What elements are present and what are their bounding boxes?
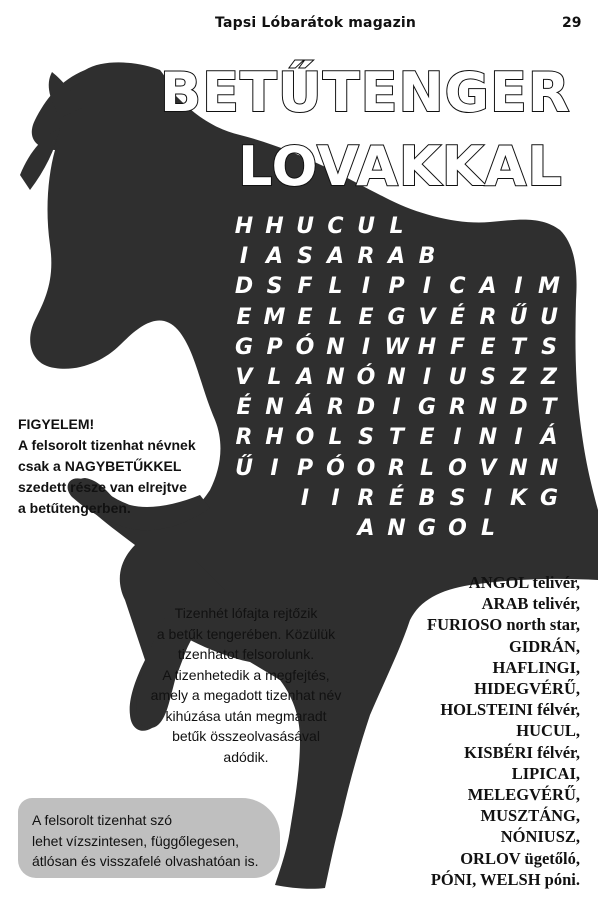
grid-letter: A [357, 516, 375, 541]
grid-letter: S [480, 365, 496, 390]
grid-letter: É [388, 485, 405, 511]
grid-letter: P [266, 334, 283, 360]
breed-item: FURIOSO north star, [427, 615, 580, 635]
grid-letter: R [235, 425, 253, 451]
grid-letter: L [419, 455, 435, 481]
breed-item: MELEGVÉRŰ, [467, 785, 580, 805]
grid-letter: R [327, 395, 344, 421]
grid-letter: É [449, 304, 466, 330]
grid-letter: F [297, 274, 313, 300]
grid-letter: Ó [326, 455, 345, 481]
grid-letter: T [388, 425, 404, 451]
grid-letter: I [361, 334, 371, 360]
breed-item: KISBÉRI félvér, [464, 742, 580, 762]
grid-letter: G [387, 304, 406, 330]
grid-letter: Z [541, 365, 557, 390]
grid-letter: E [419, 425, 435, 451]
grid-letter: I [453, 425, 462, 451]
grid-letter: E [358, 304, 374, 330]
grid-letter: N [387, 365, 406, 390]
grid-letter: E [480, 334, 496, 360]
intro-text [132, 603, 360, 767]
breed-list [427, 572, 580, 890]
grid-letter: I [514, 425, 523, 451]
breed-item: HAFLINGI, [492, 657, 580, 677]
intro-line: amely a megadott tizenhat név [150, 687, 342, 703]
grid-letter: B [418, 244, 436, 270]
grid-letter: Z [510, 365, 527, 390]
grid-letter: L [267, 365, 282, 390]
grid-letter: L [389, 214, 404, 239]
warning-line: csak a NAGYBETŰKKEL [18, 458, 182, 474]
grid-letter: G [417, 516, 437, 541]
grid-letter: A [326, 244, 345, 270]
grid-letter: E [297, 304, 313, 330]
grid-letter: N [478, 395, 498, 421]
grid-letter: I [514, 274, 523, 300]
grid-letter: V [235, 365, 253, 390]
grid-letter: O [356, 455, 376, 481]
page-title-line-2: LOVAKKAL [238, 135, 563, 198]
grid-letter: O [295, 425, 315, 451]
grid-letter: G [417, 395, 437, 421]
grid-letter: P [388, 274, 405, 300]
grid-letter: E [236, 304, 252, 330]
grid-letter: L [480, 516, 496, 541]
breed-item: GIDRÁN, [508, 636, 580, 656]
breed-item: NÓNIUSZ, [500, 827, 580, 847]
grid-letter: D [509, 395, 528, 421]
grid-letter: C [327, 214, 344, 239]
grid-letter: N [539, 455, 559, 481]
grid-letter: Á [540, 425, 558, 451]
grid-letter: S [358, 425, 374, 451]
grid-letter: N [509, 455, 528, 481]
breed-item: MUSZTÁNG, [480, 806, 580, 826]
grid-letter: A [387, 244, 406, 270]
grid-letter: G [539, 485, 559, 511]
grid-letter: D [356, 395, 376, 421]
grid-letter: N [387, 516, 406, 541]
grid-letter: N [326, 334, 345, 360]
grid-letter: Ű [235, 455, 253, 481]
note-line: A felsorolt tizenhat szó [32, 812, 173, 828]
grid-letter: A [265, 244, 284, 270]
breed-item: ORLOV ügetőló, [460, 848, 580, 868]
intro-line: Tizenhét lófajta rejtőzik [174, 605, 318, 621]
intro-line: tizenhatot felsorolunk. [177, 646, 315, 662]
intro-line: adódik. [223, 748, 269, 765]
grid-letter: H [234, 214, 254, 239]
grid-letter: U [540, 304, 558, 330]
intro-line: kihúzása után megmaradt [165, 707, 327, 724]
grid-letter: I [392, 395, 401, 421]
grid-letter: É [236, 395, 252, 421]
grid-letter: M [538, 274, 560, 300]
grid-letter: I [331, 485, 340, 511]
grid-letter: T [541, 395, 557, 421]
warning-text [18, 414, 196, 519]
note-text [32, 810, 258, 872]
breed-item: PÓNI, WELSH póni. [430, 869, 580, 889]
breed-item: HIDEGVÉRŰ, [474, 679, 580, 699]
intro-line: a betűk tengerében. Közülük [156, 625, 336, 642]
grid-letter: U [448, 365, 467, 390]
grid-letter: C [449, 274, 466, 300]
grid-letter: U [357, 214, 375, 239]
grid-letter: B [418, 485, 436, 511]
grid-letter: W [384, 334, 409, 360]
grid-letter: O [448, 516, 467, 541]
grid-letter: O [448, 455, 467, 481]
grid-letter: I [422, 365, 432, 390]
grid-letter: A [479, 274, 497, 300]
grid-letter: H [417, 334, 437, 360]
grid-letter: H [265, 425, 284, 451]
grid-letter: H [265, 214, 284, 239]
page-title-line-1: BETŰTENGER [160, 61, 571, 124]
grid-letter: Á [296, 395, 314, 421]
grid-letter: N [326, 365, 345, 390]
grid-letter: V [418, 304, 436, 330]
note-line: lehet vízszintesen, függőlegesen, [32, 832, 240, 849]
grid-letter: S [449, 485, 466, 511]
grid-letter: N [478, 425, 498, 451]
grid-letter: K [509, 485, 528, 511]
warning-line: FIGYELEM! [18, 416, 95, 432]
grid-letter: F [449, 334, 466, 360]
warning-line: a betűtengerben. [18, 500, 131, 516]
grid-letter: R [449, 395, 466, 421]
warning-line: szedett része van elrejtve [18, 479, 187, 495]
grid-letter: G [234, 334, 254, 360]
grid-letter: Ó [356, 365, 376, 390]
breed-item: HOLSTEINI félvér, [440, 700, 580, 720]
magazine-name: Tapsi Lóbarátok magazin [215, 15, 417, 31]
grid-letter: I [422, 274, 432, 300]
grid-letter: Ó [295, 334, 315, 360]
grid-letter: L [328, 425, 343, 451]
grid-letter: A [296, 365, 314, 390]
grid-letter: R [357, 485, 375, 511]
breed-item: ARAB telivér, [481, 594, 580, 614]
grid-letter: I [239, 244, 249, 270]
grid-letter: T [510, 334, 526, 360]
grid-letter: I [270, 455, 279, 481]
breed-item: HUCUL, [516, 721, 580, 741]
grid-letter: R [479, 304, 497, 330]
grid-letter: I [483, 485, 493, 511]
grid-letter: R [357, 244, 375, 270]
breed-item: ANGOL telivér, [468, 573, 580, 592]
grid-letter: S [541, 334, 557, 360]
page-number: 29 [562, 15, 582, 31]
grid-letter: I [361, 274, 371, 300]
intro-line: A tizenhetedik a megfejtés, [162, 666, 330, 683]
grid-letter: D [234, 274, 254, 300]
breed-item: LIPICAI, [511, 763, 580, 783]
grid-letter: U [296, 214, 314, 239]
grid-letter: L [328, 304, 343, 330]
grid-letter: M [263, 304, 286, 330]
grid-letter: R [388, 455, 405, 481]
grid-letter: S [266, 274, 283, 300]
note-line: átlósan és visszafelé olvashatóan is. [32, 853, 259, 869]
grid-letter: N [265, 395, 284, 421]
grid-letter: S [297, 244, 313, 270]
grid-letter: P [296, 455, 314, 481]
warning-line: A felsorolt tizenhat névnek [18, 437, 196, 453]
grid-letter: V [479, 455, 497, 481]
grid-letter: L [328, 274, 343, 300]
grid-letter: I [300, 485, 310, 511]
grid-letter: Ű [509, 304, 528, 330]
intro-line: betűk összeolvasásával [172, 728, 320, 744]
